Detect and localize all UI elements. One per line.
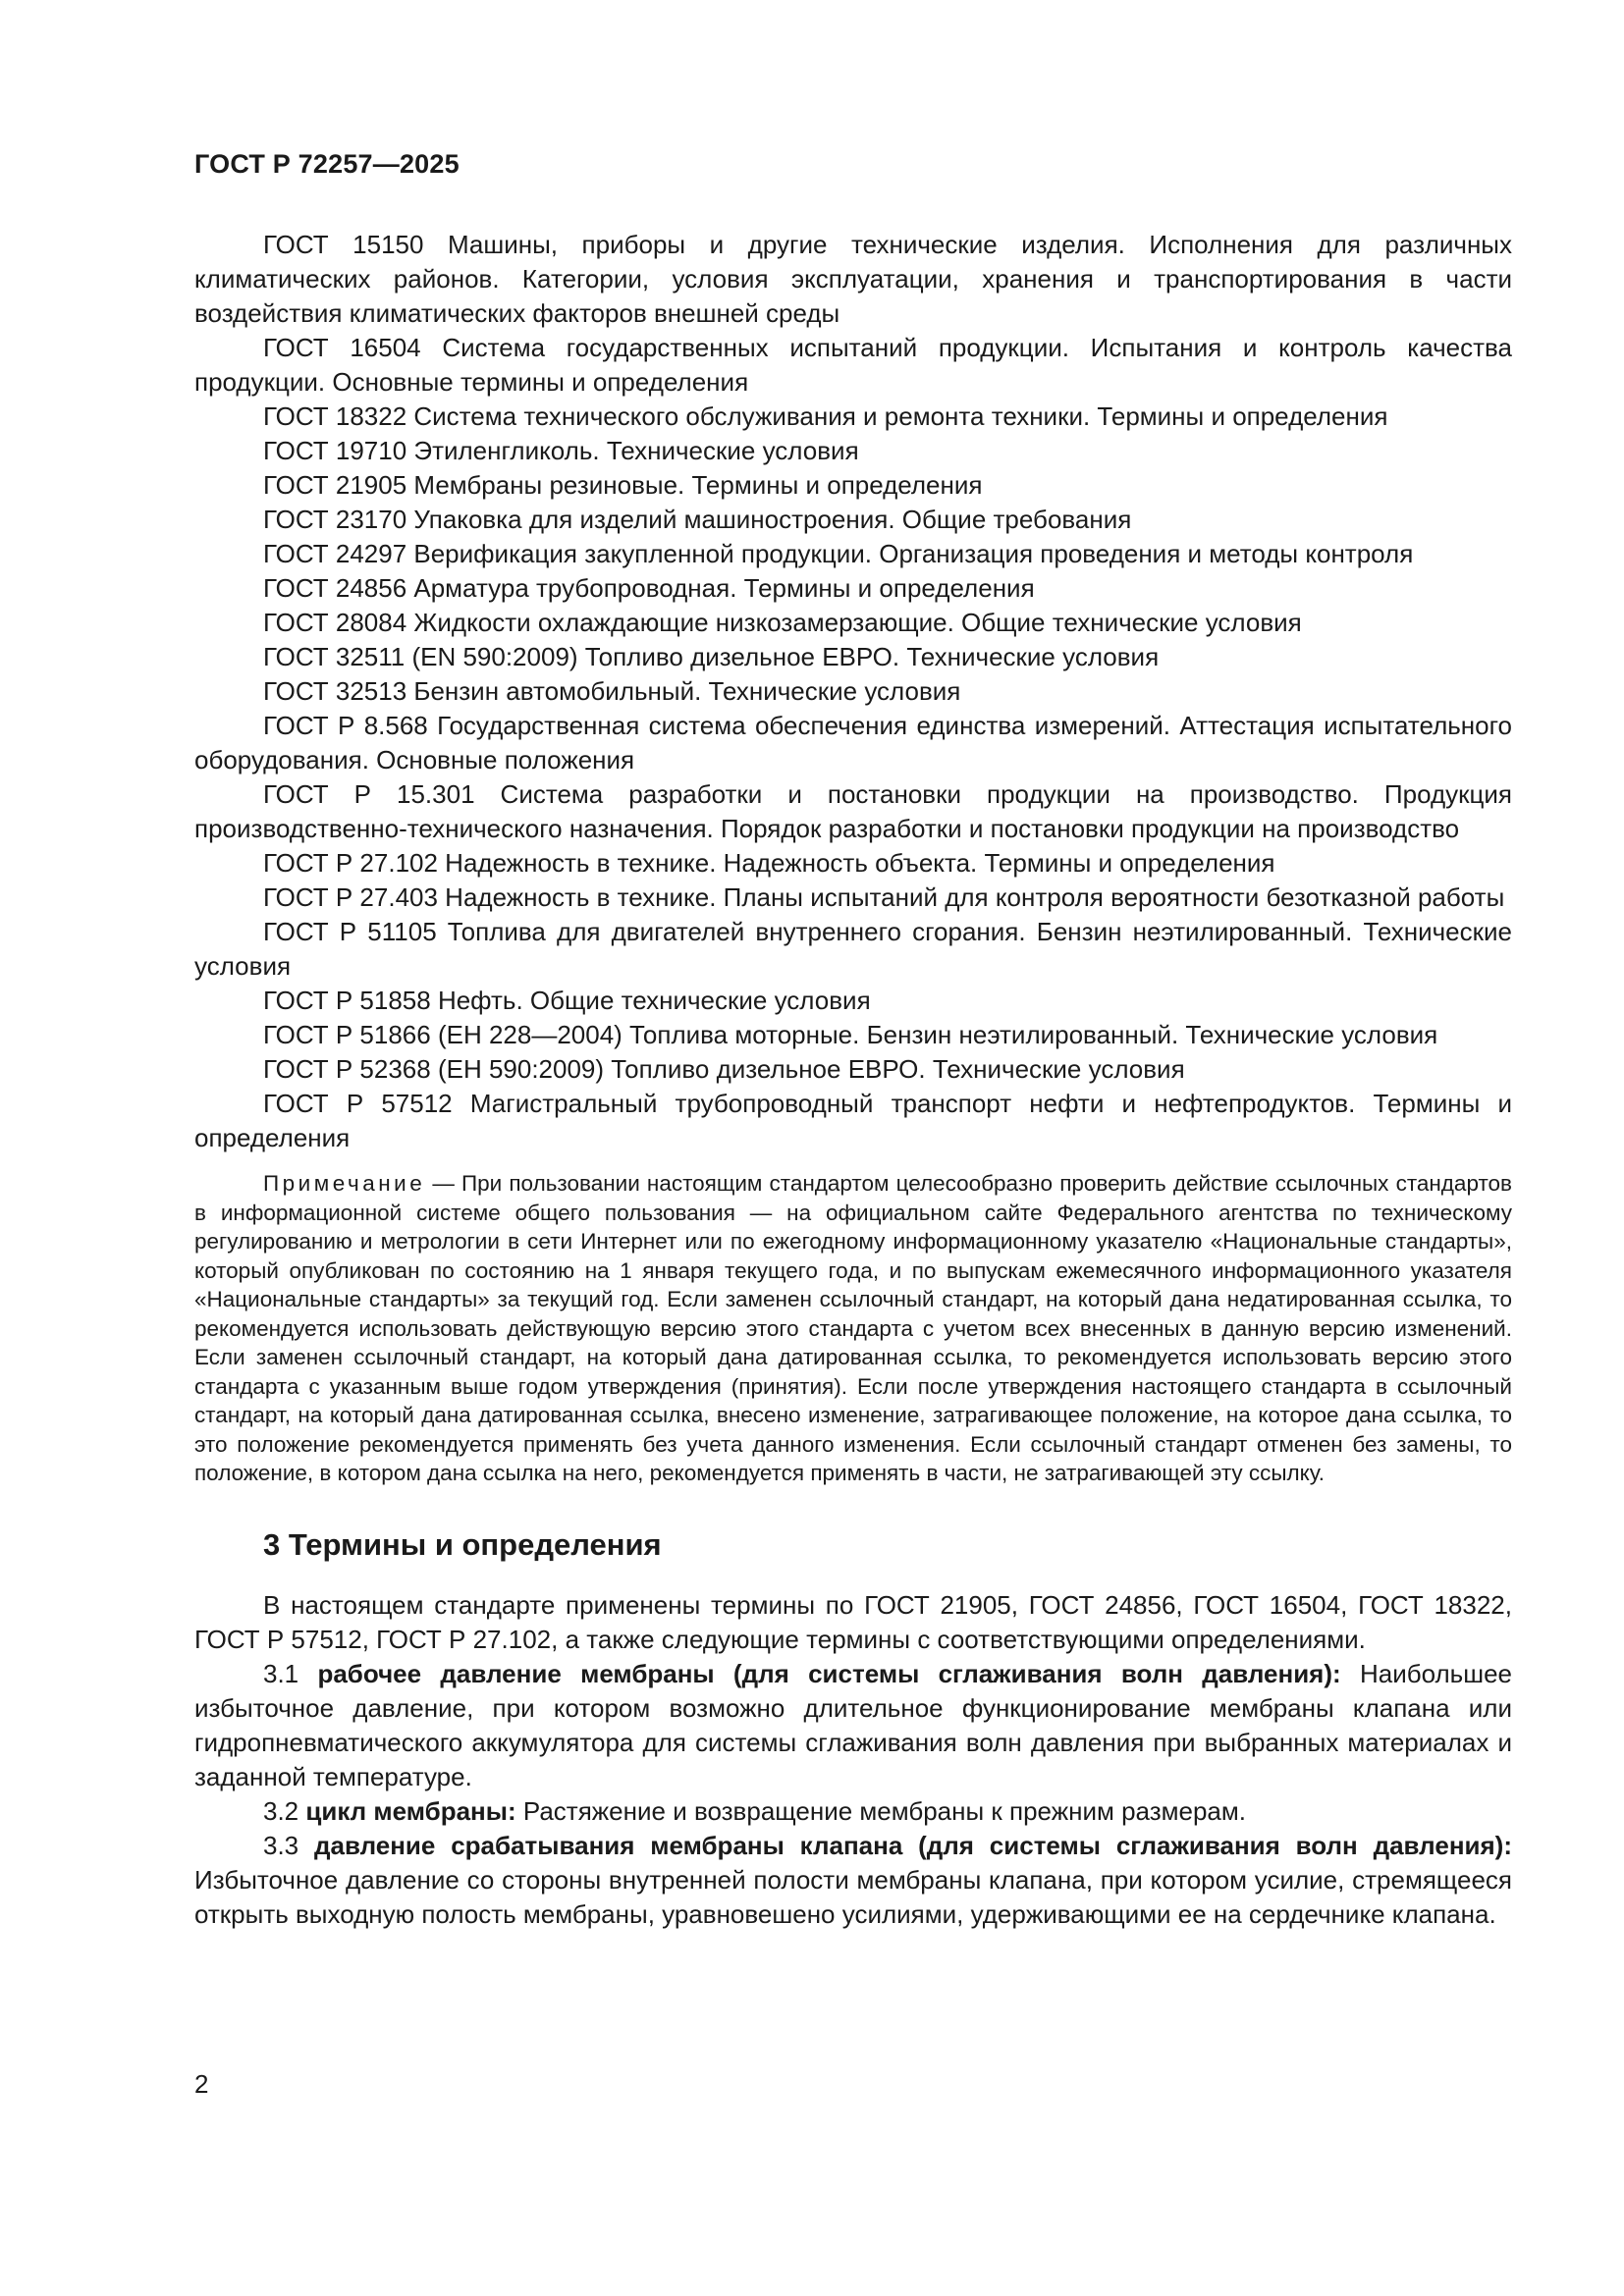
reference-item: ГОСТ 23170 Упаковка для изделий машиностроения. Общие требования (263, 505, 1132, 534)
reference-item: ГОСТ Р 51858 Нефть. Общие технические условия (263, 986, 871, 1015)
reference-item: ГОСТ Р 15.301 Система разработки и постановки продукции на производство. Продукция производственно-технического назначения. Порядок разработки и постановки продукции на производство (194, 779, 1512, 843)
term-text: Наибольшее избыточное давление, при котором возможно длительное функционирование мембраны клапана или гидропневматического аккумулятора для системы сглаживания волн давления при выбранных материалах и заданной температуре. (194, 1658, 1513, 1791)
reference-item: ГОСТ Р 8.568 Государственная система обеспечения единства измерений. Аттестация испытательного оборудования. Основные положения (194, 711, 1512, 774)
reference-item: ГОСТ 15150 Машины, приборы и другие технические изделия. Исполнения для различных климатических районов. Категории, условия эксплуатации, хранения и транспортирования в части воздействия климатических факторов внешней среды (194, 230, 1512, 328)
reference-item: ГОСТ 21905 Мембраны резиновые. Термины и определения (263, 470, 983, 500)
reference-item: ГОСТ 24856 Арматура трубопроводная. Термины и определения (263, 573, 1035, 603)
page-number: 2 (194, 2069, 209, 2099)
section-heading: 3 Термины и определения (263, 1526, 662, 1562)
term-text: Растяжение и возвращение мембраны к прежним размерам. (515, 1795, 1246, 1826)
reference-item: ГОСТ 24297 Верификация закупленной продукции. Организация проведения и методы контроля (263, 539, 1414, 568)
term-definition (194, 1657, 1512, 1794)
references-block (194, 228, 1512, 1932)
reference-item: ГОСТ 32513 Бензин автомобильный. Технические условия (263, 676, 961, 706)
term-definition (194, 1829, 1512, 1932)
reference-item: ГОСТ 16504 Система государственных испытаний продукции. Испытания и контроль качества продукции. Основные термины и определения (194, 333, 1512, 397)
reference-item: ГОСТ Р 27.102 Надежность в технике. Надежность объекта. Термины и определения (263, 848, 1275, 878)
note-label: Примечание (263, 1171, 426, 1196)
term-text: Избыточное давление со стороны внутренней полости мембраны клапана, при котором усилие, стремящееся открыть выходную полость мембраны, уравновешено усилиями, удерживающими ее на сердечнике клапана. (194, 1864, 1512, 1929)
reference-item: ГОСТ 28084 Жидкости охлаждающие низкозамерзающие. Общие технические условия (263, 608, 1302, 637)
term-name: цикл мембраны: (305, 1795, 516, 1826)
reference-item: ГОСТ Р 27.403 Надежность в технике. Планы испытаний для контроля вероятности безотказной работы (263, 882, 1505, 912)
reference-item: ГОСТ 32511 (EN 590:2009) Топливо дизельное ЕВРО. Технические условия (263, 642, 1160, 671)
term-number: 3.3 (263, 1830, 314, 1860)
term-name: рабочее давление мембраны (для системы сглаживания волн давления): (317, 1658, 1341, 1688)
term-number: 3.1 (263, 1658, 318, 1688)
reference-item: ГОСТ Р 57512 Магистральный трубопроводный транспорт нефти и нефтепродуктов. Термины и определения (194, 1089, 1512, 1152)
term-name: давление срабатывания мембраны клапана (для системы сглаживания волн давления): (313, 1830, 1512, 1860)
term-definition (194, 1794, 1512, 1829)
note-paragraph (194, 1169, 1512, 1488)
reference-item: ГОСТ Р 51105 Топлива для двигателей внутреннего сгорания. Бензин неэтилированный. Технические условия (194, 917, 1512, 981)
reference-item: ГОСТ 19710 Этиленгликоль. Технические условия (263, 436, 859, 465)
term-number: 3.2 (263, 1795, 306, 1826)
reference-item: ГОСТ Р 52368 (ЕН 590:2009) Топливо дизельное ЕВРО. Технические условия (263, 1054, 1185, 1084)
section-intro: В настоящем стандарте применены термины по ГОСТ 21905, ГОСТ 24856, ГОСТ 16504, ГОСТ 18322, ГОСТ Р 57512, ГОСТ Р 27.102, а также следующие термины с соответствующими определениями. (194, 1589, 1512, 1654)
reference-item: ГОСТ 18322 Система технического обслуживания и ремонта техники. Термины и определения (263, 401, 1388, 431)
reference-item: ГОСТ Р 51866 (ЕН 228—2004) Топлива моторные. Бензин неэтилированный. Технические условия (263, 1020, 1438, 1049)
note-text: — При пользовании настоящим стандартом целесообразно проверить действие ссылочных стандартов в информационной системе общего пользования — на официальном сайте Федерального агентства по техническому регулированию и метрологии в сети Интернет или по ежегодному информационному указателю «Национальные стандарты», который опубликован по состоянию на 1 января текущего года, и по выпускам ежемесячного информационного указателя «Национальные стандарты» за текущий год. Если заменен ссылочный стандарт, на который дана недатированная ссылка, то рекомендуется использовать действующую версию этого стандарта с учетом всех внесенных в данную версию изменений. Если заменен ссылочный стандарт, на который дана датированная ссылка, то рекомендуется использовать версию этого стандарта с указанным выше годом утверждения (принятия). Если после утверждения настоящего стандарта в ссылочный стандарт, на который дана датированная ссылка, внесено изменение, затрагивающее положение, на которое дана ссылка, то это положение рекомендуется применять без учета данного изменения. Если ссылочный стандарт отменен без замены, то положение, в котором дана ссылка на него, рекомендуется применять в части, не затрагивающей эту ссылку. (194, 1171, 1512, 1485)
document-header: ГОСТ Р 72257—2025 (194, 149, 460, 179)
